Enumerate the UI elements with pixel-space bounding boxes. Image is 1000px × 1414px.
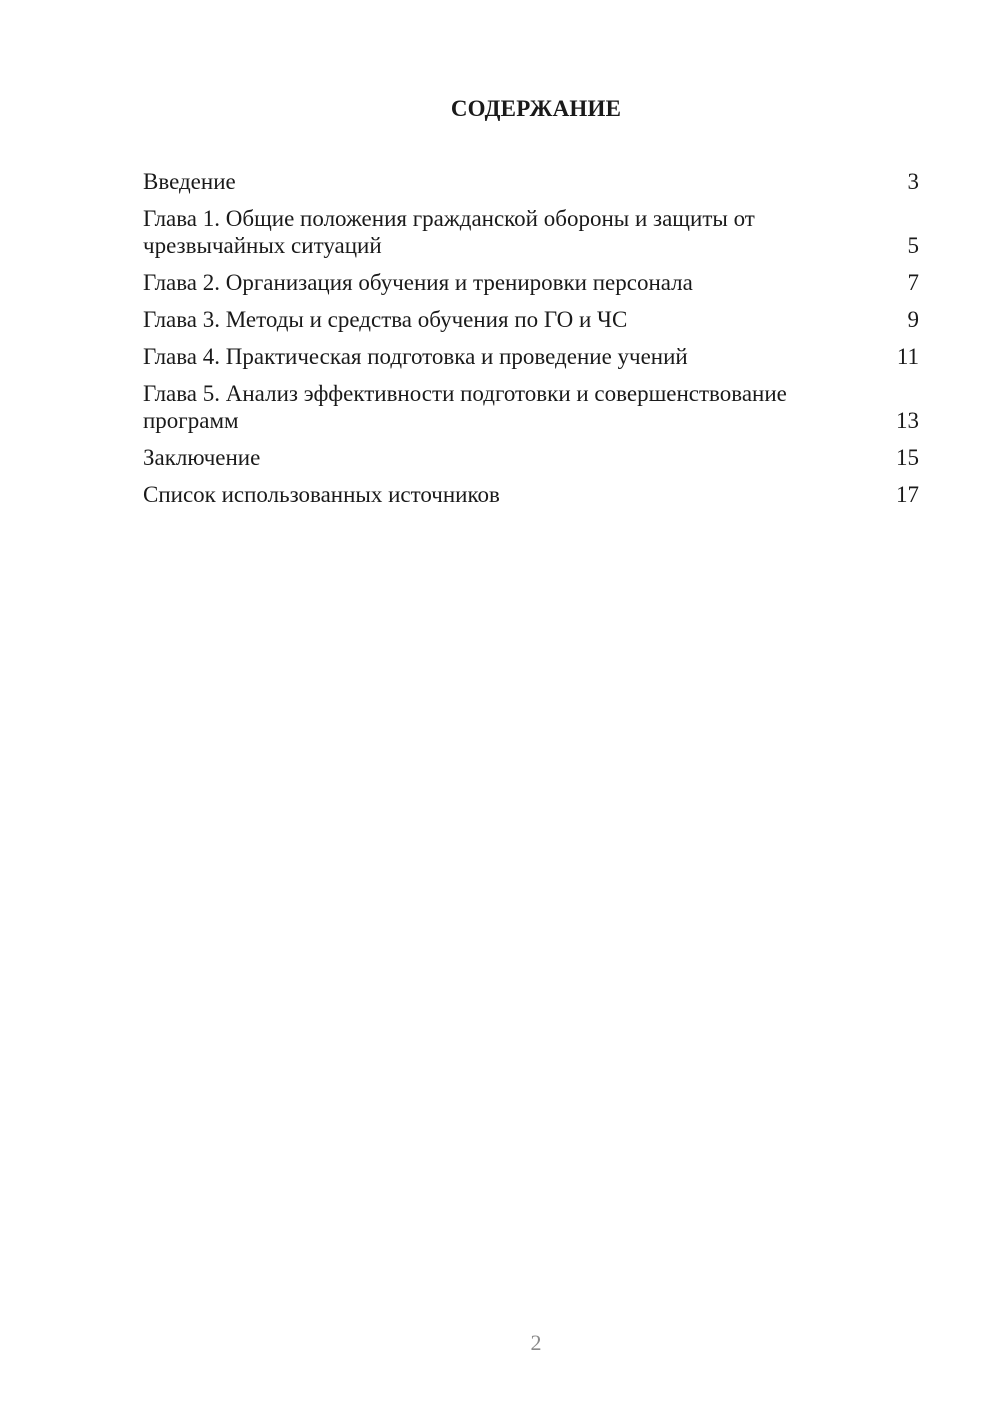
toc-entry-chapter-2[interactable] [143, 269, 919, 296]
toc-entry-label: Глава 2. Организация обучения и тренировки персонала [143, 270, 693, 295]
toc-entry-label: Глава 4. Практическая подготовка и проведение учений [143, 344, 688, 369]
toc-entry-label: Глава 3. Методы и средства обучения по ГО и ЧС [143, 307, 628, 332]
toc-entry-page: 5 [907, 233, 919, 258]
toc-entry-label: Глава 1. Общие положения гражданской обороны и защиты от чрезвычайных ситуаций [143, 206, 755, 258]
toc-entry-page: 11 [896, 344, 919, 369]
toc-entry-label: Введение [143, 169, 236, 194]
toc-entry-references[interactable] [143, 481, 919, 508]
toc-entry-page: 3 [907, 169, 919, 194]
toc-entry-page: 15 [896, 445, 919, 470]
toc-entry-introduction[interactable] [143, 168, 919, 195]
toc-title: СОДЕРЖАНИЕ [450, 96, 622, 121]
toc-entry-page: 13 [896, 408, 919, 433]
toc-entry-chapter-5[interactable] [143, 380, 919, 434]
toc-entry-label: Глава 5. Анализ эффективности подготовки и совершенствование программ [143, 381, 787, 433]
toc-entry-page: 7 [907, 270, 919, 295]
page-number: 2 [530, 1330, 542, 1355]
toc-entry-chapter-4[interactable] [143, 343, 919, 370]
toc-entry-page: 17 [896, 482, 919, 507]
toc-entry-conclusion[interactable] [143, 444, 919, 471]
toc-entry-page: 9 [907, 307, 919, 332]
toc-entry-chapter-1[interactable] [143, 205, 919, 259]
toc-entry-chapter-3[interactable] [143, 306, 919, 333]
toc-entry-label: Список использованных источников [143, 482, 500, 507]
toc-entry-label: Заключение [143, 445, 261, 470]
table-of-contents [143, 168, 919, 518]
